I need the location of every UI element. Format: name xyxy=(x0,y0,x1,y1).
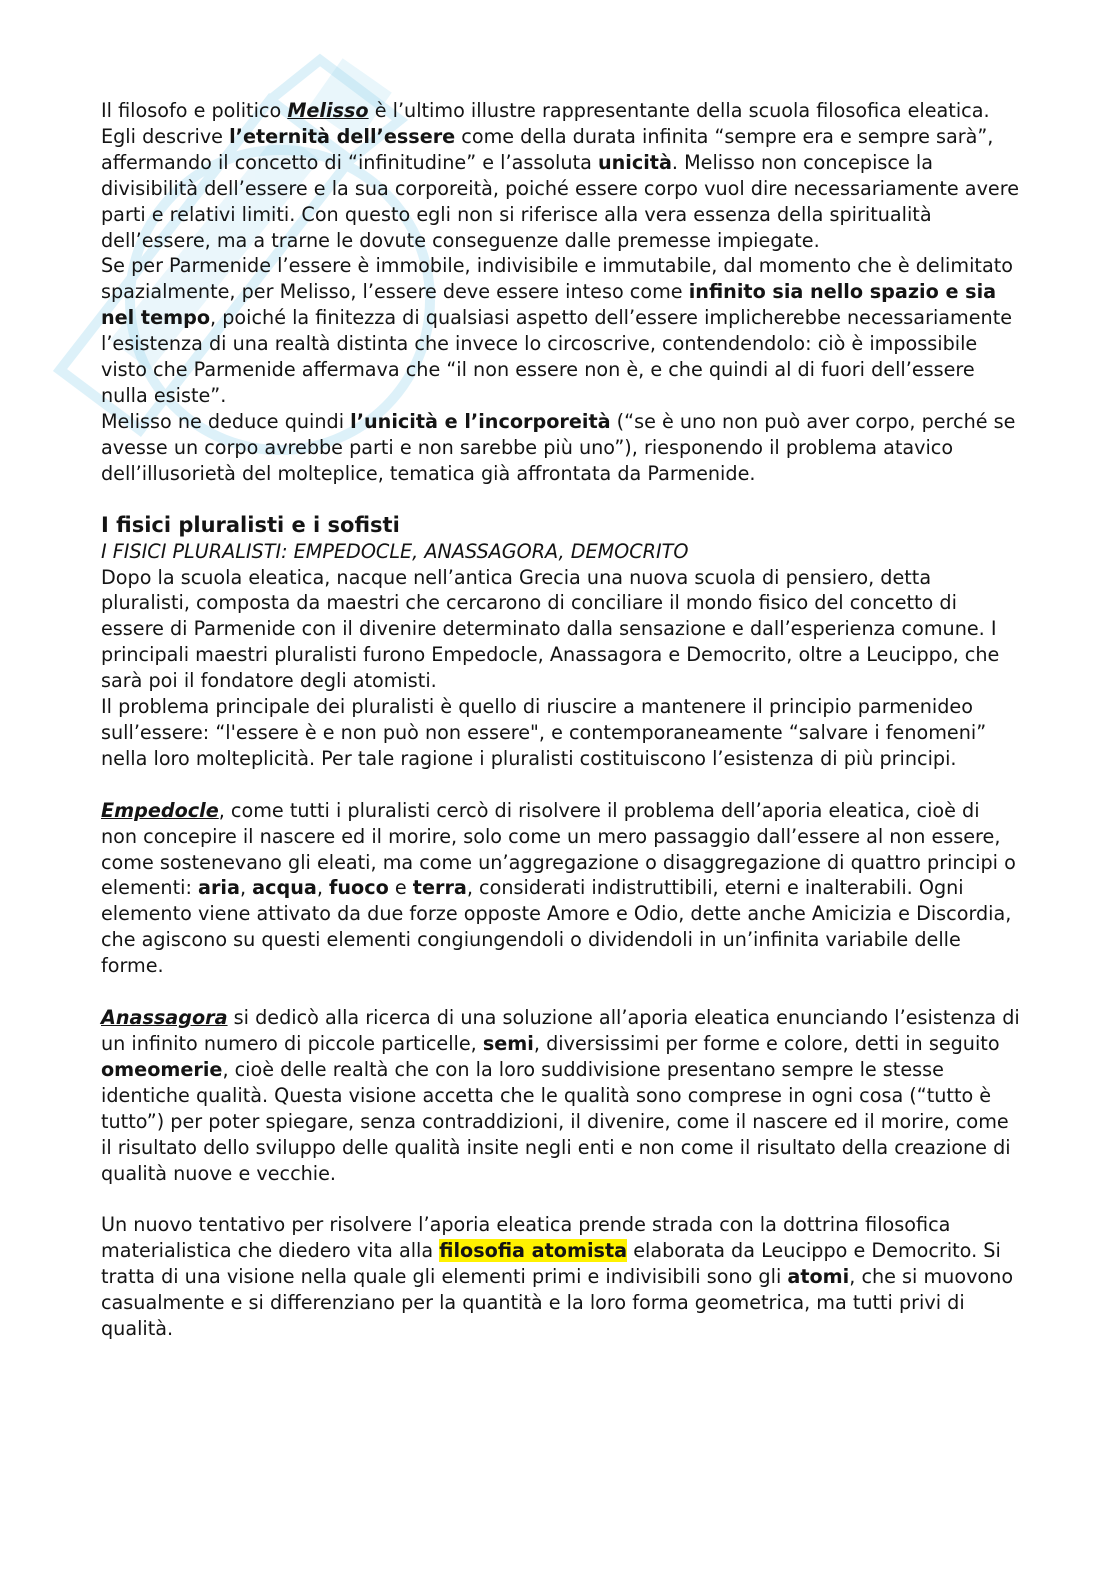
intro-paragraph-3: Se per Parmenide l’essere è immobile, indivisibile e immutabile, dal momento che è delimitato spazialmente, per Melisso, l’essere deve essere inteso come infinito sia nello spazio e sia nel tempo, poiché la finitezza di qualsiasi aspetto dell’essere implicherebbe necessariamente l’esistenza di una realtà distinta che invece lo circoscrive, contendendolo: ciò è impossibile visto che Parmenide affermava che “il non essere non è, e che quindi al di fuori dell’essere nulla esiste”. xyxy=(101,254,1013,407)
melisso-name: Melisso xyxy=(287,99,369,122)
document-body xyxy=(101,98,1021,1342)
section-subtitle: I FISICI PLURALISTI: EMPEDOCLE, ANASSAGORA, DEMOCRITO xyxy=(101,539,689,563)
pluralisti-paragraph-1: Dopo la scuola eleatica, nacque nell’antica Grecia una nuova scuola di pensiero, detta pluralisti, composta da maestri che cercarono di conciliare il mondo fisico del concetto di essere di Parmenide con il divenire determinato dalla sensazione e dall’esperienza comune. I principali maestri pluralisti furono Empedocle, Anassagora e Democrito, oltre a Leucippo, che sarà poi il fondatore degli atomisti. xyxy=(101,565,1000,693)
empedocle-name: Empedocle xyxy=(101,798,219,822)
anassagora-name: Anassagora xyxy=(101,1006,228,1030)
intro-paragraph-4: Melisso ne deduce quindi l’unicità e l’incorporeità (“se è uno non può aver corpo, perché se avesse un corpo avrebbe parti e non sarebbe più uno”), riesponendo il problema atavico dell’illusorietà del molteplice, tematica già affrontata da Parmenide. xyxy=(101,409,1016,485)
intro-paragraph-1: Il filosofo e politico Melisso è l’ultimo illustre rappresentante della scuola filosofica eleatica. xyxy=(101,99,990,122)
anassagora-paragraph: Anassagora si dedicò alla ricerca di una soluzione all’aporia eleatica enunciando l’esistenza di un infinito numero di piccole particelle, semi, diversissimi per forme e colore, detti in seguito omeomerie, cioè delle realtà che con la loro suddivisione presentano sempre le stesse identiche qualità. Questa visione accetta che le qualità sono comprese in ogni cosa (“tutto è tutto”) per poter spiegare, senza contraddizioni, il divenire, come il nascere ed il morire, come il risultato dello sviluppo delle qualità insite negli enti e non come il risultato della creazione di qualità nuove e vecchie. xyxy=(101,1006,1020,1185)
atomisti-paragraph: Un nuovo tentativo per risolvere l’aporia eleatica prende strada con la dottrina filosofica materialistica che diedero vita alla filosofia atomista elaborata da Leucippo e Democrito. Si tratta di una visione nella quale gli elementi primi e indivisibili sono gli atomi, che si muovono casualmente e si differenziano per la quantità e la loro forma geometrica, ma tutti privi di qualità. xyxy=(101,1213,1014,1341)
section-heading: I fisici pluralisti e i sofisti xyxy=(101,512,400,537)
intro-paragraph-2: Egli descrive l’eternità dell’essere come della durata infinita “sempre era e sempre sarà”, affermando il concetto di “infinitudine” e l’assoluta unicità. Melisso non concepisce la divisibilità dell’essere e la sua corporeità, poiché essere corpo vuol dire necessariamente avere parti e relativi limiti. Con questo egli non si riferisce alla vera essenza della spiritualità dell’essere, ma a trarne le dovute conseguenze dalle premesse impiegate. xyxy=(101,124,1020,252)
empedocle-paragraph: Empedocle, come tutti i pluralisti cercò di risolvere il problema dell’aporia eleatica, cioè di non concepire il nascere ed il morire, solo come un mero passaggio dall’essere al non essere, come sostenevano gli eleati, ma come un’aggregazione o disaggregazione di quattro principi o elementi: aria, acqua, fuoco e terra, considerati indistruttibili, eterni e inalterabili. Ogni elemento viene attivato da due forze opposte Amore e Odio, dette anche Amicizia e Discordia, che agiscono su questi elementi congiungendoli o dividendoli in un’infinita variabile delle forme. xyxy=(101,798,1016,978)
pluralisti-paragraph-2: Il problema principale dei pluralisti è quello di riuscire a mantenere il principio parmenideo sull’essere: “l'essere è e non può non essere", e contemporaneamente “salvare i fenomeni” nella loro molteplicità. Per tale ragione i pluralisti costituiscono l’esistenza di più principi. xyxy=(101,695,987,770)
highlighted-term: filosofia atomista xyxy=(439,1239,628,1263)
